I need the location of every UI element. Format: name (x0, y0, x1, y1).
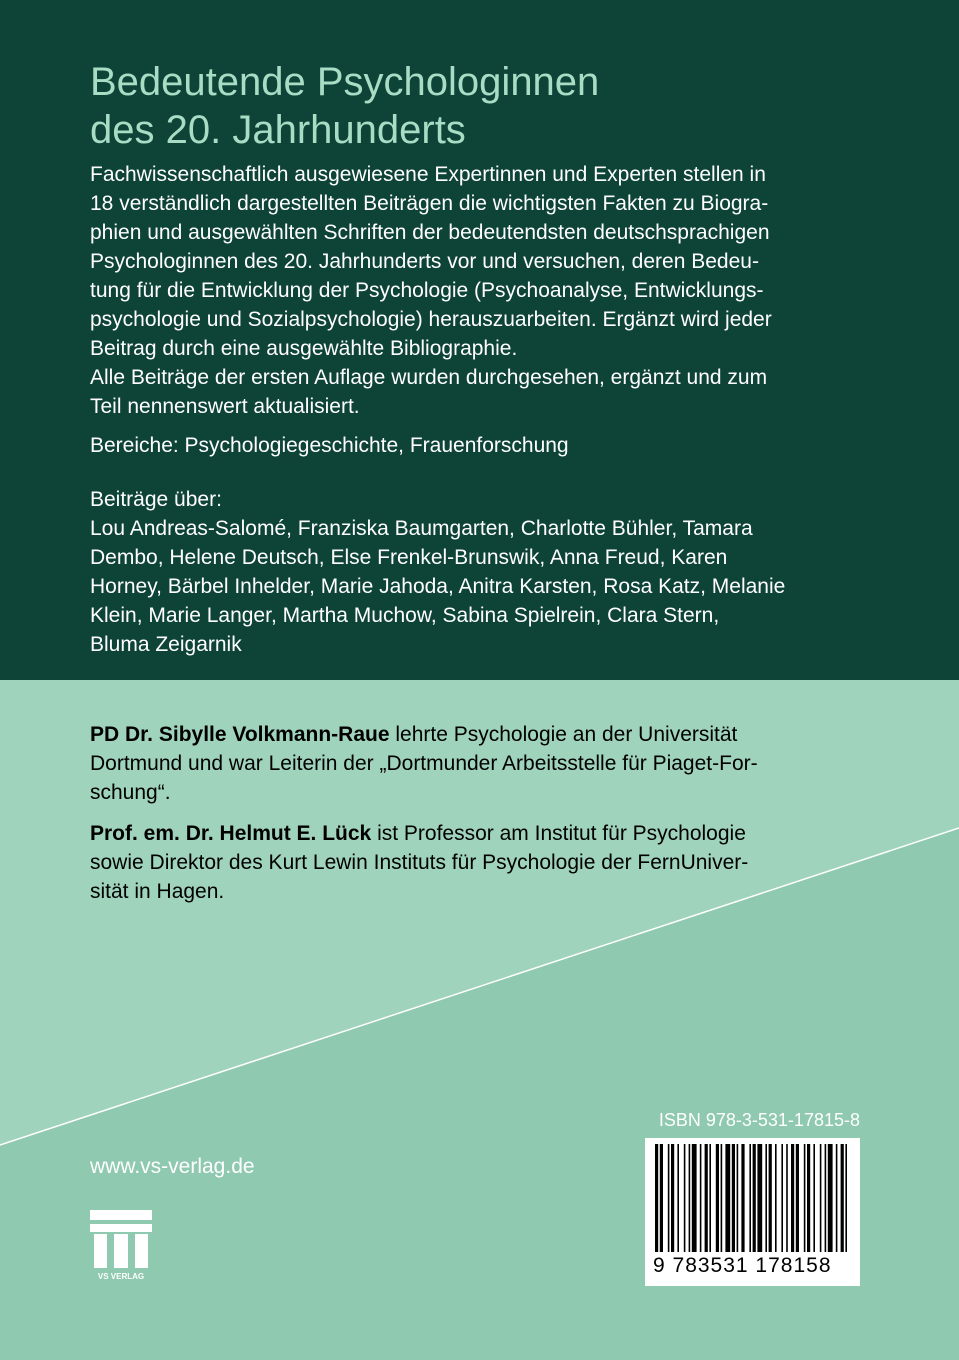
barcode-bar (677, 1144, 679, 1252)
barcode-bar (753, 1144, 756, 1252)
author-bio (90, 720, 870, 807)
author-bio-text: sität in Hagen. (90, 880, 225, 903)
barcode-digits: 9 783531 178158 (653, 1254, 832, 1277)
barcode-bar (749, 1144, 751, 1252)
barcode-bar (725, 1144, 730, 1252)
barcode-bar (786, 1144, 788, 1252)
barcode-bar (757, 1144, 762, 1252)
barcode-bar (825, 1144, 827, 1252)
barcode-bars (653, 1144, 852, 1252)
description-line: Fachwissenschaftlich ausgewiesene Expertinnen und Experten stellen in (90, 163, 766, 186)
author-bio-text: Dortmund und war Leiterin der „Dortmunder Arbeitsstelle für Piaget-For- (90, 752, 758, 775)
barcode (645, 1138, 860, 1286)
barcode-bar (775, 1144, 777, 1252)
barcode-bar (721, 1144, 723, 1252)
description (90, 160, 870, 421)
description-line: Alle Beiträge der ersten Auflage wurden durchgesehen, ergänzt und zum (90, 366, 768, 389)
barcode-bar (828, 1144, 833, 1252)
title-line-1: Bedeutende Psychologinnen (90, 60, 600, 104)
author-bio-text: ist Professor am Institut für Psychologie (371, 822, 746, 845)
description-line: tung für die Entwicklung der Psychologie (Psychoanalyse, Entwicklungs- (90, 279, 764, 302)
barcode-bar (700, 1144, 702, 1252)
barcode-bar (668, 1144, 670, 1252)
contributions-line: Dembo, Helene Deutsch, Else Frenkel-Brunswik, Anna Freud, Karen (90, 546, 728, 569)
author-bios (90, 720, 870, 918)
barcode-bar (765, 1144, 767, 1252)
description-line: Psychologinnen des 20. Jahrhunderts vor und versuchen, deren Bedeu- (90, 250, 759, 273)
barcode-bar (737, 1144, 739, 1252)
barcode-bar (813, 1144, 815, 1252)
description-line: phien und ausgewählten Schriften der bedeutendsten deutschsprachigen (90, 221, 770, 244)
author-name: Prof. em. Dr. Helmut E. Lück (90, 822, 372, 845)
barcode-bar (841, 1144, 844, 1252)
contributions-line: Lou Andreas-Salomé, Franziska Baumgarten, Charlotte Bühler, Tamara (90, 517, 753, 540)
description-line: Teil nennenswert aktualisiert. (90, 395, 360, 418)
barcode-bar (671, 1144, 674, 1252)
author-bio-text: sowie Direktor des Kurt Lewin Instituts für Psychologie der FernUniver- (90, 851, 749, 874)
barcode-bar (692, 1144, 697, 1252)
publisher-url[interactable]: www.vs-verlag.de (90, 1155, 255, 1178)
barcode-bar (684, 1144, 686, 1252)
barcode-bar (769, 1144, 772, 1252)
author-bio-text: lehrte Psychologie an der Universität (389, 723, 738, 746)
barcode-bar (705, 1144, 708, 1252)
isbn-label: ISBN 978-3-531-17815-8 (658, 1110, 860, 1130)
description-line: psychologie und Sozialpsychologie) herauszuarbeiten. Ergänzt wird jeder (90, 308, 772, 331)
description-line: Beitrag durch eine ausgewählte Bibliographie. (90, 337, 518, 360)
barcode-bar (781, 1144, 783, 1252)
barcode-bar (732, 1144, 735, 1252)
author-bio-text: schung“. (90, 781, 171, 804)
vs-verlag-logo-icon (90, 1210, 152, 1282)
barcode-bar (807, 1144, 810, 1252)
barcode-bar (709, 1144, 711, 1252)
barcode-bar (845, 1144, 847, 1252)
barcode-bar (716, 1144, 719, 1252)
author-bio (90, 819, 870, 906)
barcode-bar (804, 1144, 806, 1252)
logo-text: VS VERLAG (97, 1272, 145, 1281)
barcode-bar (796, 1144, 799, 1252)
contributions-line: Bluma Zeigarnik (90, 633, 242, 656)
barcode-bar (836, 1144, 838, 1252)
contributions-line: Klein, Marie Langer, Martha Muchow, Sabina Spielrein, Clara Stern, (90, 604, 720, 627)
barcode-bar (741, 1144, 744, 1252)
title-line-2: des 20. Jahrhunderts (90, 108, 466, 152)
contributions-line: Horney, Bärbel Inhelder, Marie Jahoda, Anitra Karsten, Rosa Katz, Melanie (90, 575, 786, 598)
blurb (90, 160, 870, 659)
barcode-bar (689, 1144, 691, 1252)
barcode-bar (820, 1144, 822, 1252)
contributions (90, 485, 870, 659)
areas-line: Bereiche: Psychologiegeschichte, Frauenforschung (90, 434, 569, 457)
barcode-bar (660, 1144, 663, 1252)
barcode-bar (791, 1144, 794, 1252)
contributions-heading: Beiträge über: (90, 488, 222, 511)
description-line: 18 verständlich dargestellten Beiträgen die wichtigsten Fakten zu Biogra- (90, 192, 769, 215)
author-name: PD Dr. Sibylle Volkmann-Raue (90, 723, 390, 746)
book-title (90, 58, 890, 154)
barcode-bar (655, 1144, 658, 1252)
